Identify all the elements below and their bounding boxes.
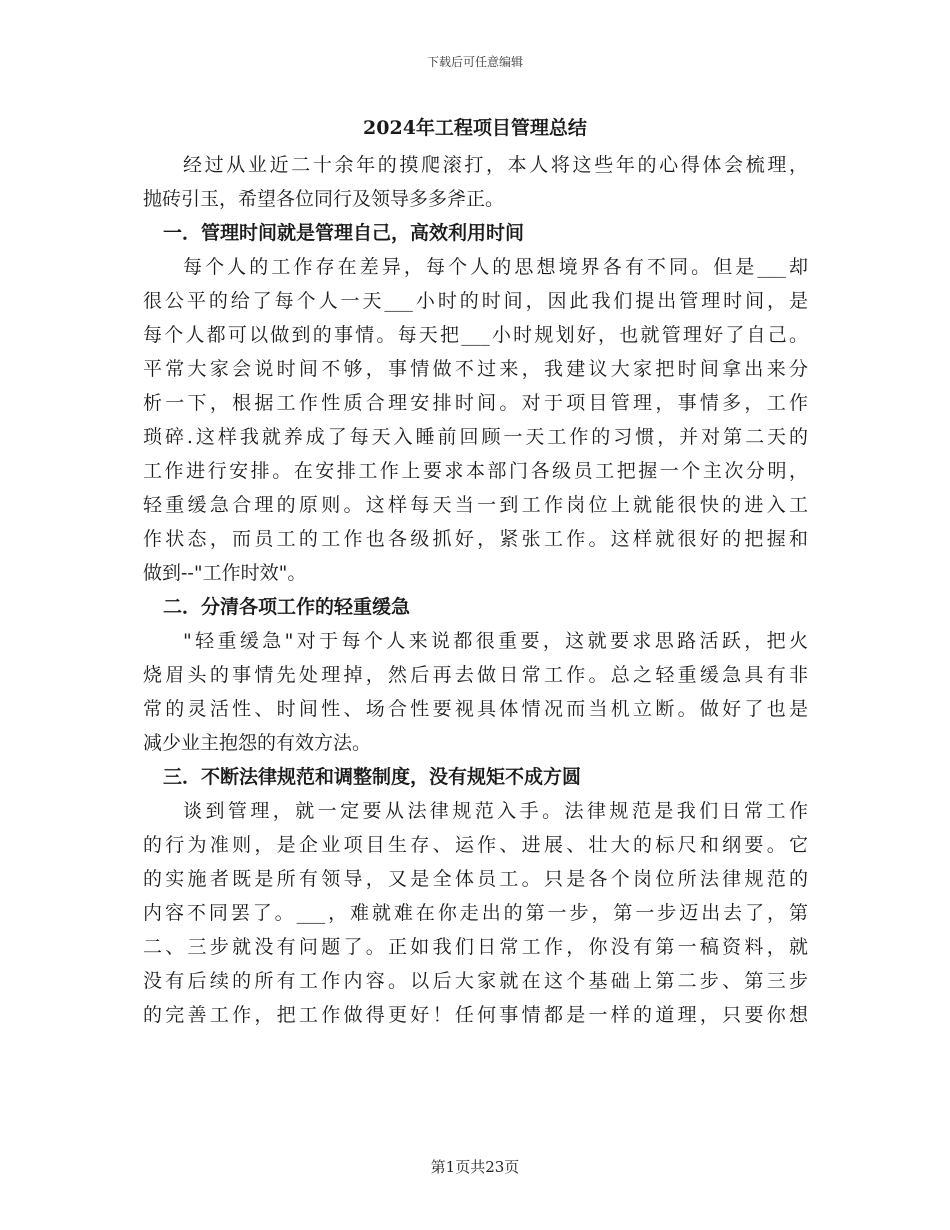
page-footer: 第1页共23页: [430, 1158, 520, 1176]
paragraph-line: 轻重缓急合理的原则。这样每天当一到工作岗位上就能很快的进入工: [143, 494, 808, 516]
section-heading: 二．分清各项工作的轻重缓急: [163, 596, 411, 618]
paragraph-line: 减少业主抱怨的有效方法。: [143, 732, 372, 754]
paragraph-line: 很公平的给了每个人一天___小时的时间，因此我们提出管理时间，是: [143, 290, 808, 312]
paragraph-line: 谈到管理，就一定要从法律规范入手。法律规范是我们日常工作: [183, 800, 808, 822]
document-body: [143, 148, 808, 1032]
paragraph-line: 每个人都可以做到的事情。每天把___小时规划好，也就管理好了自己。: [143, 324, 808, 346]
paragraph-line: 析一下，根据工作性质合理安排时间。对于项目管理，事情多，工作: [143, 392, 808, 414]
paragraph-line: "轻重缓急"对于每个人来说都很重要，这就要求思路活跃，把火: [183, 630, 808, 652]
paragraph-line: 做到--"工作时效"。: [143, 562, 307, 584]
paragraph-line: 二、三步就没有问题了。正如我们日常工作，你没有第一稿资料，就: [143, 936, 808, 958]
paragraph-line: 常的灵活性、时间性、场合性要视具体情况而当机立断。做好了也是: [143, 698, 808, 720]
paragraph-line: 的实施者既是所有领导，又是全体员工。只是各个岗位所法律规范的: [143, 868, 808, 890]
paragraph-line: 琐碎.这样我就养成了每天入睡前回顾一天工作的习惯，并对第二天的: [143, 426, 808, 448]
paragraph-line: 每个人的工作存在差异，每个人的思想境界各有不同。但是___却: [183, 256, 808, 278]
section-heading: 一．管理时间就是管理自己，高效利用时间: [163, 222, 525, 244]
paragraph-line: 没有后续的所有工作内容。以后大家就在这个基础上第二步、第三步: [143, 970, 808, 992]
section-heading: 三．不断法律规范和调整制度，没有规矩不成方圆: [163, 766, 582, 788]
paragraph-line: 内容不同罢了。___，难就难在你走出的第一步，第一步迈出去了，第: [143, 902, 808, 924]
paragraph-line: 的完善工作，把工作做得更好！任何事情都是一样的道理，只要你想: [143, 1004, 808, 1026]
paragraph-line: 烧眉头的事情先处理掉，然后再去做日常工作。总之轻重缓急具有非: [143, 664, 808, 686]
paragraph-line: 平常大家会说时间不够，事情做不过来，我建议大家把时间拿出来分: [143, 358, 808, 380]
paragraph-line: 工作进行安排。在安排工作上要求本部门各级员工把握一个主次分明，: [143, 460, 808, 482]
document-title: 2024年工程项目管理总结: [363, 117, 587, 139]
paragraph-line: 经过从业近二十余年的摸爬滚打，本人将这些年的心得体会梳理，: [183, 154, 808, 176]
paragraph-line: 作状态，而员工的工作也各级抓好，紧张工作。这样就很好的把握和: [143, 528, 808, 550]
page-header-note: 下载后可任意编辑: [426, 55, 523, 69]
paragraph-line: 的行为准则，是企业项目生存、运作、进展、壮大的标尺和纲要。它: [143, 834, 808, 856]
paragraph-line: 抛砖引玉，希望各位同行及领导多多斧正。: [143, 188, 505, 210]
